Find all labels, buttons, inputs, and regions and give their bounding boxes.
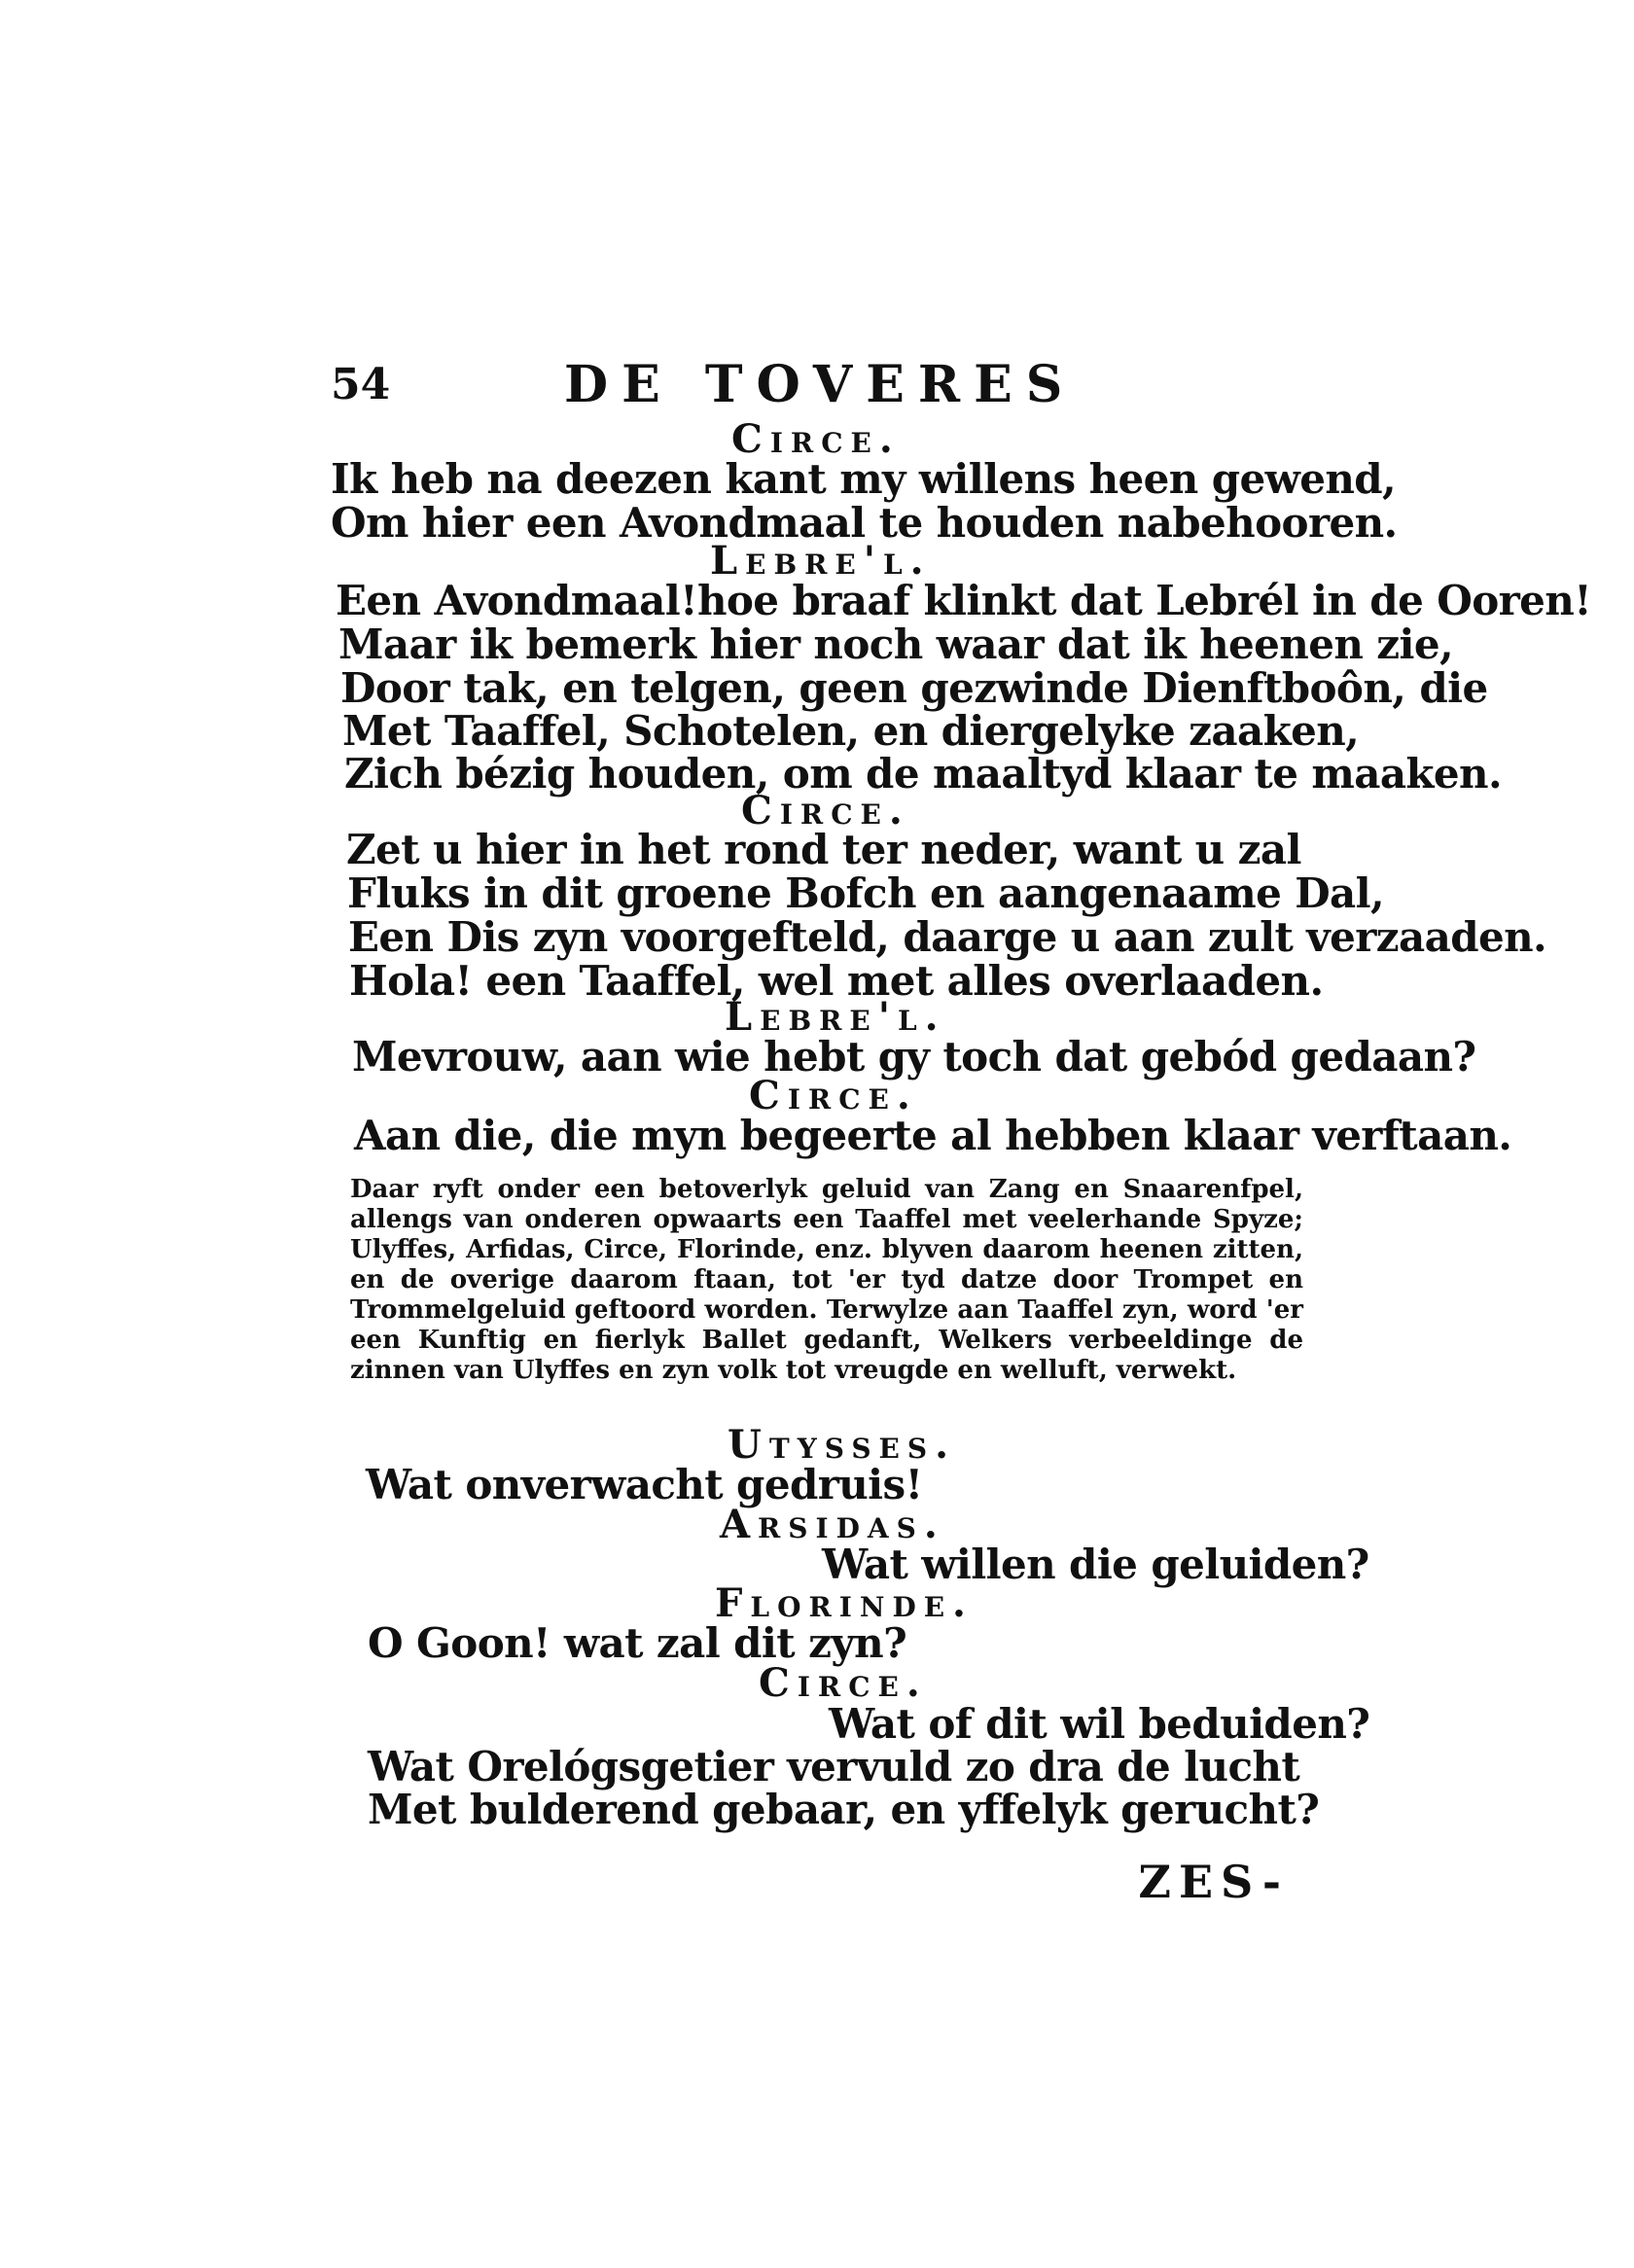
running-head: DE TOVERES bbox=[564, 355, 1077, 414]
verse-line: O Goon! wat zal dit zyn? bbox=[368, 1619, 907, 1667]
verse-line: Door tak, en telgen, geen gezwinde Dienftboôn, die bbox=[340, 664, 1488, 712]
verse-line: Fluks in dit groene Bofch en aangenaame Dal, bbox=[347, 869, 1385, 917]
verse-line: Wat Orelógsgetier vervuld zo dra de lucht bbox=[368, 1743, 1300, 1790]
verse-line: Maar ik bemerk hier noch waar dat ik heenen zie, bbox=[338, 620, 1454, 668]
speaker-heading: Utysses. bbox=[728, 1422, 957, 1468]
page-number: 54 bbox=[331, 360, 391, 409]
verse-line: Een Dis zyn voorgefteld, daarge u aan zult verzaaden. bbox=[348, 913, 1547, 961]
verse-line: Zich bézig houden, om de maaltyd klaar te maaken. bbox=[344, 750, 1503, 797]
catchword: ZES- bbox=[1138, 1856, 1289, 1908]
speaker-heading: Arsidas. bbox=[720, 1502, 945, 1547]
verse-line: Een Avondmaal!hoe braaf klinkt dat Lebrél in de Ooren! bbox=[336, 577, 1592, 624]
speaker-heading: Circe. bbox=[759, 1660, 928, 1706]
verse-line: Met bulderend gebaar, en yffelyk gerucht? bbox=[368, 1786, 1320, 1833]
speaker-heading: Lebre'l. bbox=[710, 538, 932, 584]
verse-line: Mevrouw, aan wie hebt gy toch dat gebód gedaan? bbox=[352, 1033, 1476, 1081]
stage-direction: Daar ryft onder een betoverlyk geluid van Zang en Snaarenfpel, allengs van onderen opwaarts een Taaffel met veelerhande Spyze; Ulyffes, Arfidas, Circe, Florinde, enz. blyven daarom heenen zitten, en de overige daarom ftaan, tot 'er tyd datze door Trompet en Trommelgeluid geftoord worden. Terwylze aan Taaffel zyn, word 'er een Kunftig en fierlyk Ballet gedanft, Welkers verbeeldinge de zinnen van Ulyffes en zyn volk tot vreugde en welluft, verwekt. bbox=[350, 1175, 1303, 1385]
verse-line: Wat onverwacht gedruis! bbox=[366, 1461, 923, 1508]
speaker-heading: Florinde. bbox=[715, 1580, 974, 1626]
verse-line: Ik heb na deezen kant my willens heen gewend, bbox=[331, 455, 1397, 503]
verse-line: Hola! een Taaffel, wel met alles overlaaden. bbox=[349, 957, 1324, 1005]
speaker-heading: Lebre'l. bbox=[725, 994, 946, 1040]
verse-line: Wat of dit wil beduiden? bbox=[829, 1700, 1370, 1748]
verse-line: Om hier een Avondmaal te houden nabehooren. bbox=[331, 499, 1398, 547]
speaker-heading: Circe. bbox=[749, 1073, 918, 1118]
speaker-heading: Circe. bbox=[731, 416, 901, 462]
verse-line: Met Taaffel, Schotelen, en diergelyke zaaken, bbox=[342, 707, 1360, 755]
verse-line: Zet u hier in het rond ter neder, want u zal bbox=[346, 826, 1301, 873]
verse-line: Wat willen die geluiden? bbox=[822, 1541, 1369, 1588]
verse-line: Aan die, die myn begeerte al hebben klaar verftaan. bbox=[354, 1112, 1512, 1159]
speaker-heading: Circe. bbox=[741, 788, 910, 833]
